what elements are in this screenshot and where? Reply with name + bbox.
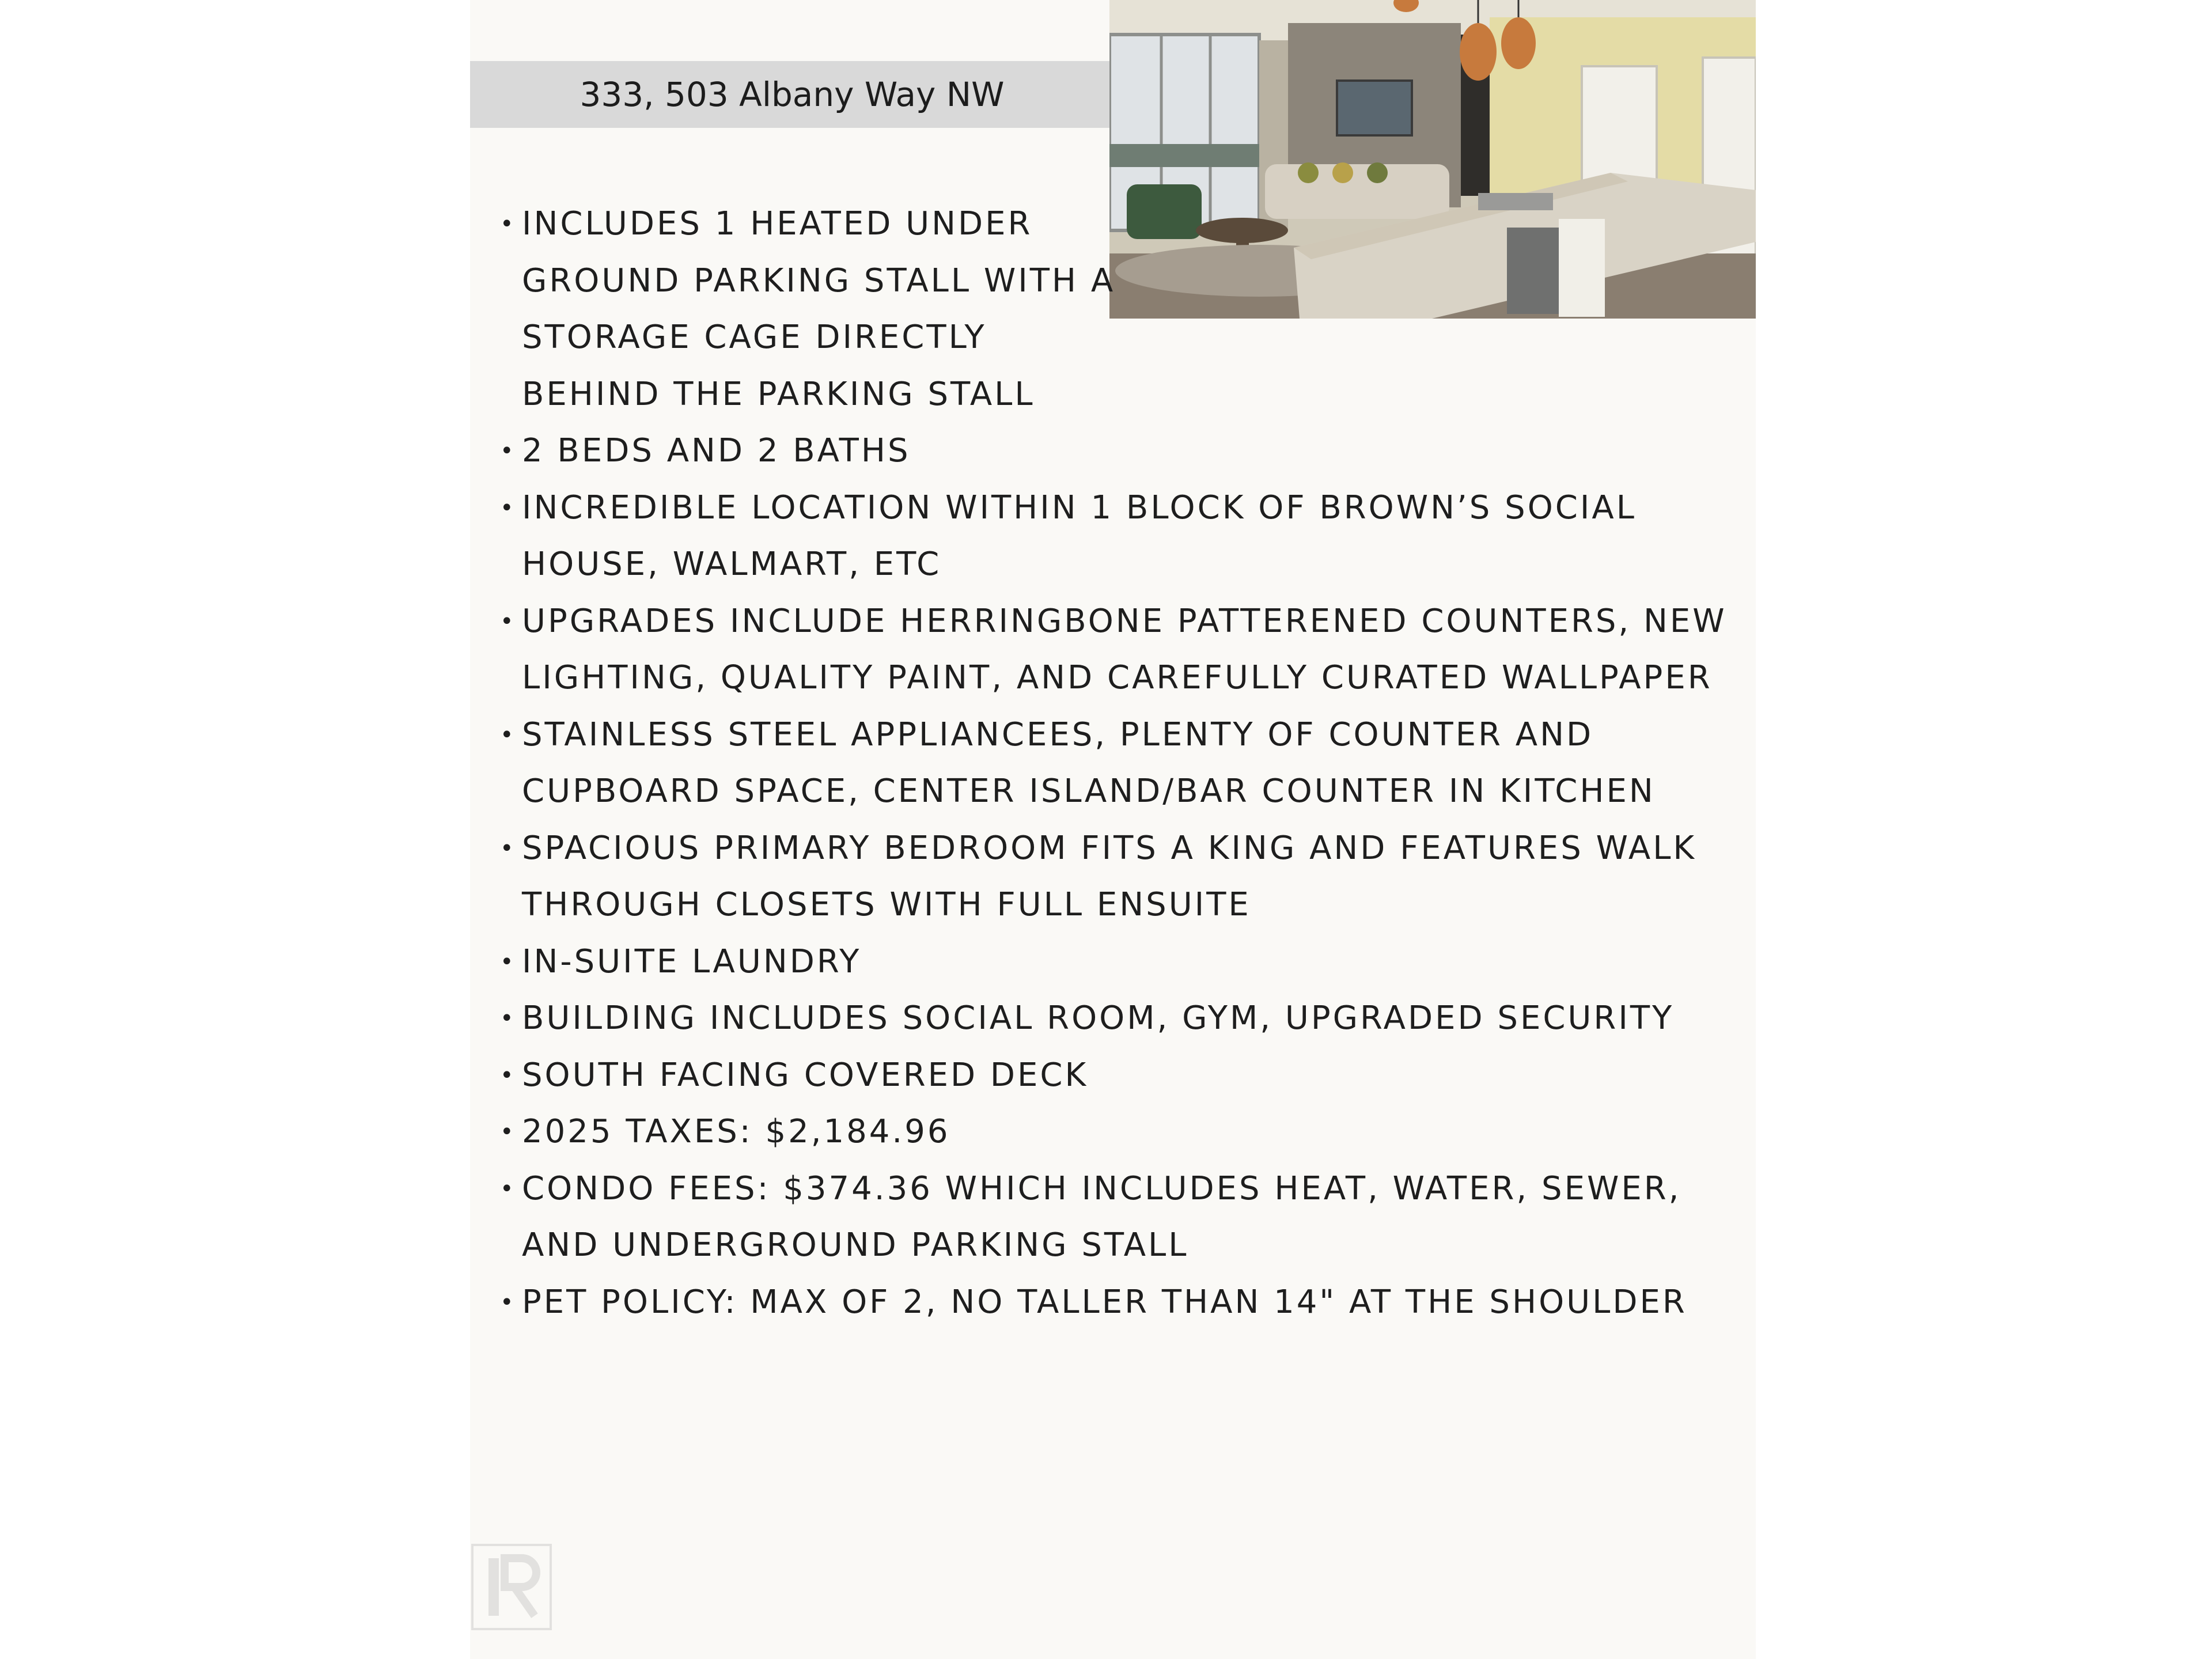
list-item [493,1047,1743,1104]
list-item [493,423,1743,480]
listing-sheet [470,0,1756,1659]
feature-text: PET POLICY: MAX OF 2, NO TALLER THAN 14" AT THE SHOULDER [522,1283,1687,1321]
list-item [493,820,1743,934]
watermark-logo-icon [471,1544,552,1630]
list-item [493,480,1743,593]
address-banner [470,61,1114,128]
feature-text: SPACIOUS PRIMARY BEDROOM FITS A KING AND FEATURES WALK THROUGH CLOSETS WITH FULL ENSUITE [522,829,1697,923]
feature-text: 2025 TAXES: $2,184.96 [522,1113,950,1150]
list-item [493,1104,1743,1161]
feature-text: STAINLESS STEEL APPLIANCEES, PLENTY OF COUNTER AND CUPBOARD SPACE, CENTER ISLAND/BAR COUNTER IN KITCHEN [522,715,1656,810]
feature-text: CONDO FEES: $374.36 WHICH INCLUDES HEAT, WATER, SEWER, AND UNDERGROUND PARKING STALL [522,1169,1681,1264]
feature-text: INCLUDES 1 HEATED UNDER GROUND PARKING STALL WITH A STORAGE CAGE DIRECTLY BEHIND THE PARKING STALL [522,205,1116,413]
feature-text: SOUTH FACING COVERED DECK [522,1056,1089,1094]
list-item [493,1274,1743,1331]
features-list [493,196,1743,1331]
list-item [493,1161,1743,1274]
feature-text: UPGRADES INCLUDE HERRINGBONE PATTERENED COUNTERS, NEW LIGHTING, QUALITY PAINT, AND CAREFULLY CURATED WALLPAPER [522,602,1727,696]
list-item [493,934,1743,991]
list-item [493,990,1743,1047]
feature-text: 2 BEDS AND 2 BATHS [522,432,911,469]
feature-text: INCREDIBLE LOCATION WITHIN 1 BLOCK OF BROWN’S SOCIAL HOUSE, WALMART, ETC [522,488,1637,583]
list-item [493,196,1121,423]
feature-text: BUILDING INCLUDES SOCIAL ROOM, GYM, UPGRADED SECURITY [522,999,1675,1037]
list-item [493,707,1743,820]
feature-text: IN-SUITE LAUNDRY [522,942,862,980]
listing-address: 333, 503 Albany Way NW [579,75,1005,114]
list-item [493,593,1743,707]
